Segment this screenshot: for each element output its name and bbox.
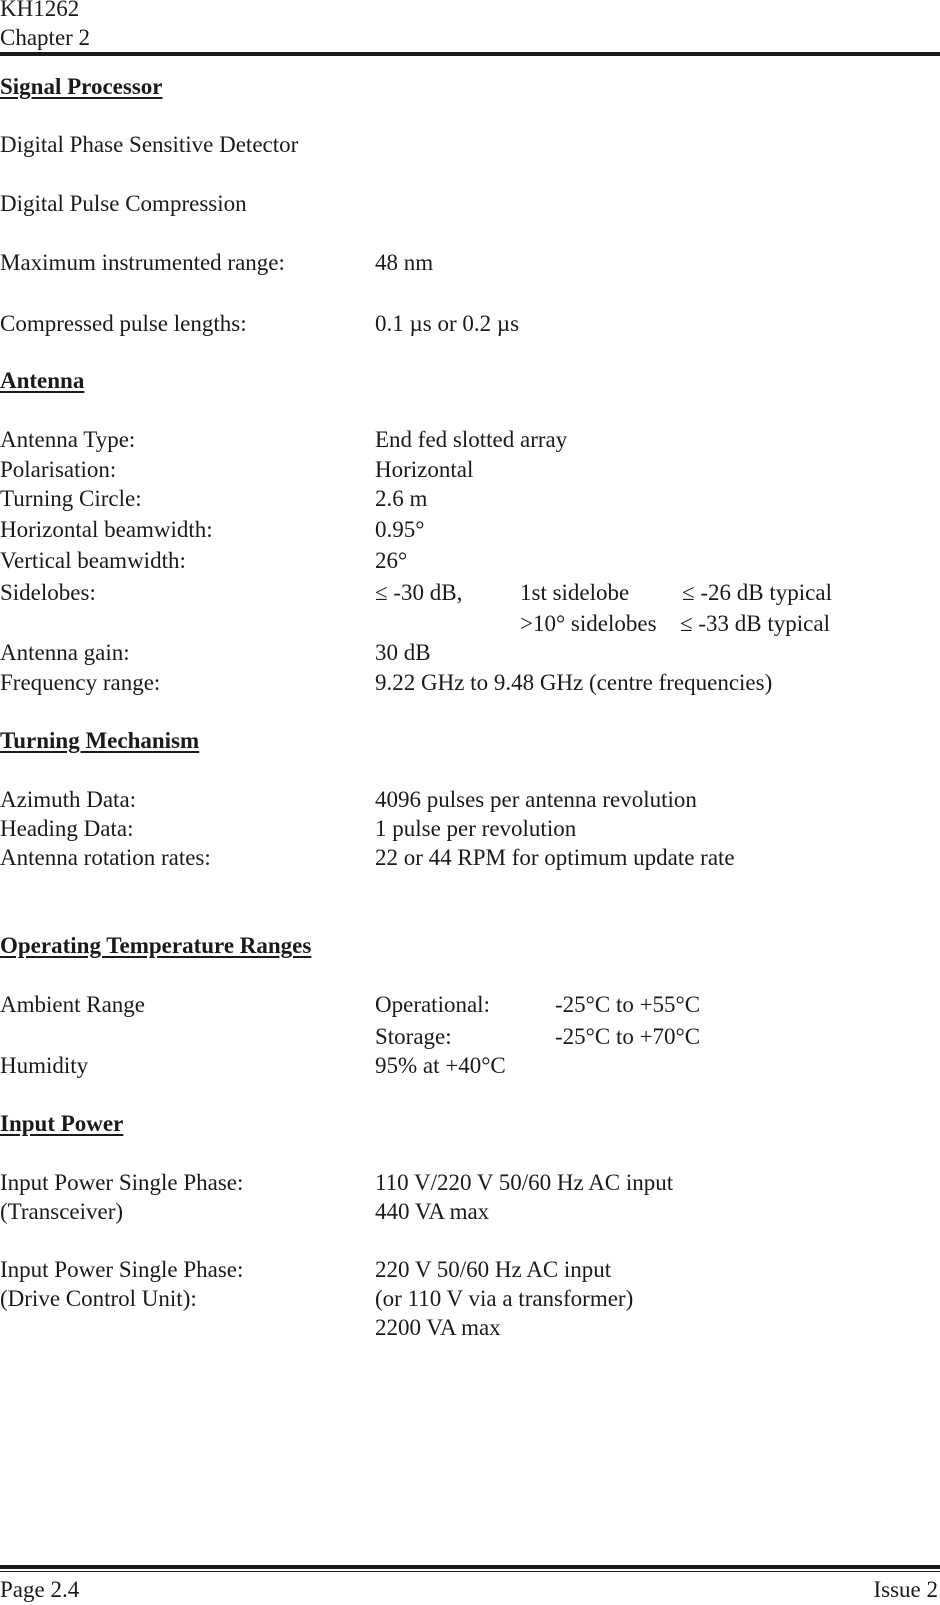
spec-label-transceiver-power: Input Power Single Phase: — [0, 1170, 244, 1195]
section-heading-input-power: Input Power — [0, 1111, 124, 1136]
spec-label-vertical-beamwidth: Vertical beamwidth: — [0, 548, 186, 573]
spec-label-dcu-power: Input Power Single Phase: — [0, 1257, 244, 1282]
spec-value-transceiver-input: 110 V/220 V 50/60 Hz AC input — [375, 1170, 674, 1195]
issue-number: Issue 2 — [873, 1577, 938, 1602]
section-heading-temperature: Operating Temperature Ranges — [0, 933, 312, 958]
spec-label-max-range: Maximum instrumented range: — [0, 250, 285, 275]
spec-value-pulse-lengths: 0.1 µs or 0.2 µs — [375, 311, 520, 336]
spec-label-humidity: Humidity — [0, 1053, 89, 1078]
doc-number: KH1262 — [0, 0, 80, 21]
header-rule — [0, 52, 940, 56]
spec-label-heading-data: Heading Data: — [0, 816, 134, 841]
spec-value-rotation-rates: 22 or 44 RPM for optimum update rate — [375, 845, 735, 870]
temp-operational-value: -25°C to +55°C — [555, 992, 701, 1017]
section-heading-turning-mechanism: Turning Mechanism — [0, 728, 200, 753]
spec-label-rotation-rates: Antenna rotation rates: — [0, 845, 211, 870]
spec-label-turning-circle: Turning Circle: — [0, 486, 142, 511]
spec-label-sidelobes: Sidelobes: — [0, 580, 96, 605]
spec-label-drive-control-unit: (Drive Control Unit): — [0, 1286, 197, 1311]
spec-label-antenna-gain: Antenna gain: — [0, 640, 130, 665]
spec-value-dcu-max: 2200 VA max — [375, 1315, 501, 1340]
temp-operational-label: Operational: — [375, 992, 490, 1017]
sidelobe-first-name: 1st sidelobe — [520, 580, 630, 605]
footer-rule — [0, 1565, 940, 1569]
signal-processor-item-detector: Digital Phase Sensitive Detector — [0, 132, 299, 157]
spec-value-antenna-type: End fed slotted array — [375, 427, 568, 452]
spec-value-turning-circle: 2.6 m — [375, 486, 428, 511]
page-number: Page 2.4 — [0, 1577, 80, 1602]
spec-label-horizontal-beamwidth: Horizontal beamwidth: — [0, 517, 213, 542]
temp-storage-label: Storage: — [375, 1024, 452, 1049]
spec-label-azimuth-data: Azimuth Data: — [0, 787, 137, 812]
spec-label-polarisation: Polarisation: — [0, 457, 117, 482]
chapter-label: Chapter 2 — [0, 25, 91, 50]
sidelobe-first-value: ≤ -26 dB typical — [682, 580, 832, 605]
spec-value-dcu-transformer: (or 110 V via a transformer) — [375, 1286, 634, 1311]
spec-value-polarisation: Horizontal — [375, 457, 474, 482]
temp-storage-value: -25°C to +70°C — [555, 1024, 701, 1049]
spec-label-transceiver: (Transceiver) — [0, 1199, 124, 1224]
spec-label-ambient-range: Ambient Range — [0, 992, 145, 1017]
spec-value-horizontal-beamwidth: 0.95° — [375, 517, 425, 542]
section-heading-signal-processor: Signal Processor — [0, 74, 163, 99]
spec-value-max-range: 48 nm — [375, 250, 434, 275]
spec-value-frequency-range: 9.22 GHz to 9.48 GHz (centre frequencies) — [375, 670, 773, 695]
spec-label-pulse-lengths: Compressed pulse lengths: — [0, 311, 247, 336]
section-heading-antenna: Antenna — [0, 368, 85, 393]
spec-value-antenna-gain: 30 dB — [375, 640, 431, 665]
spec-value-humidity: 95% at +40°C — [375, 1053, 506, 1078]
spec-value-sidelobes: ≤ -30 dB, — [375, 580, 463, 605]
spec-value-azimuth-data: 4096 pulses per antenna revolution — [375, 787, 697, 812]
spec-label-frequency-range: Frequency range: — [0, 670, 161, 695]
sidelobe-far-name: >10° sidelobes — [520, 611, 657, 636]
footer-rule-thin — [0, 1571, 940, 1572]
spec-value-transceiver-max: 440 VA max — [375, 1199, 490, 1224]
spec-value-heading-data: 1 pulse per revolution — [375, 816, 577, 841]
spec-value-vertical-beamwidth: 26° — [375, 548, 408, 573]
spec-value-dcu-input: 220 V 50/60 Hz AC input — [375, 1257, 612, 1282]
signal-processor-item-compression: Digital Pulse Compression — [0, 191, 247, 216]
spec-label-antenna-type: Antenna Type: — [0, 427, 136, 452]
sidelobe-far-value: ≤ -33 dB typical — [680, 611, 830, 636]
